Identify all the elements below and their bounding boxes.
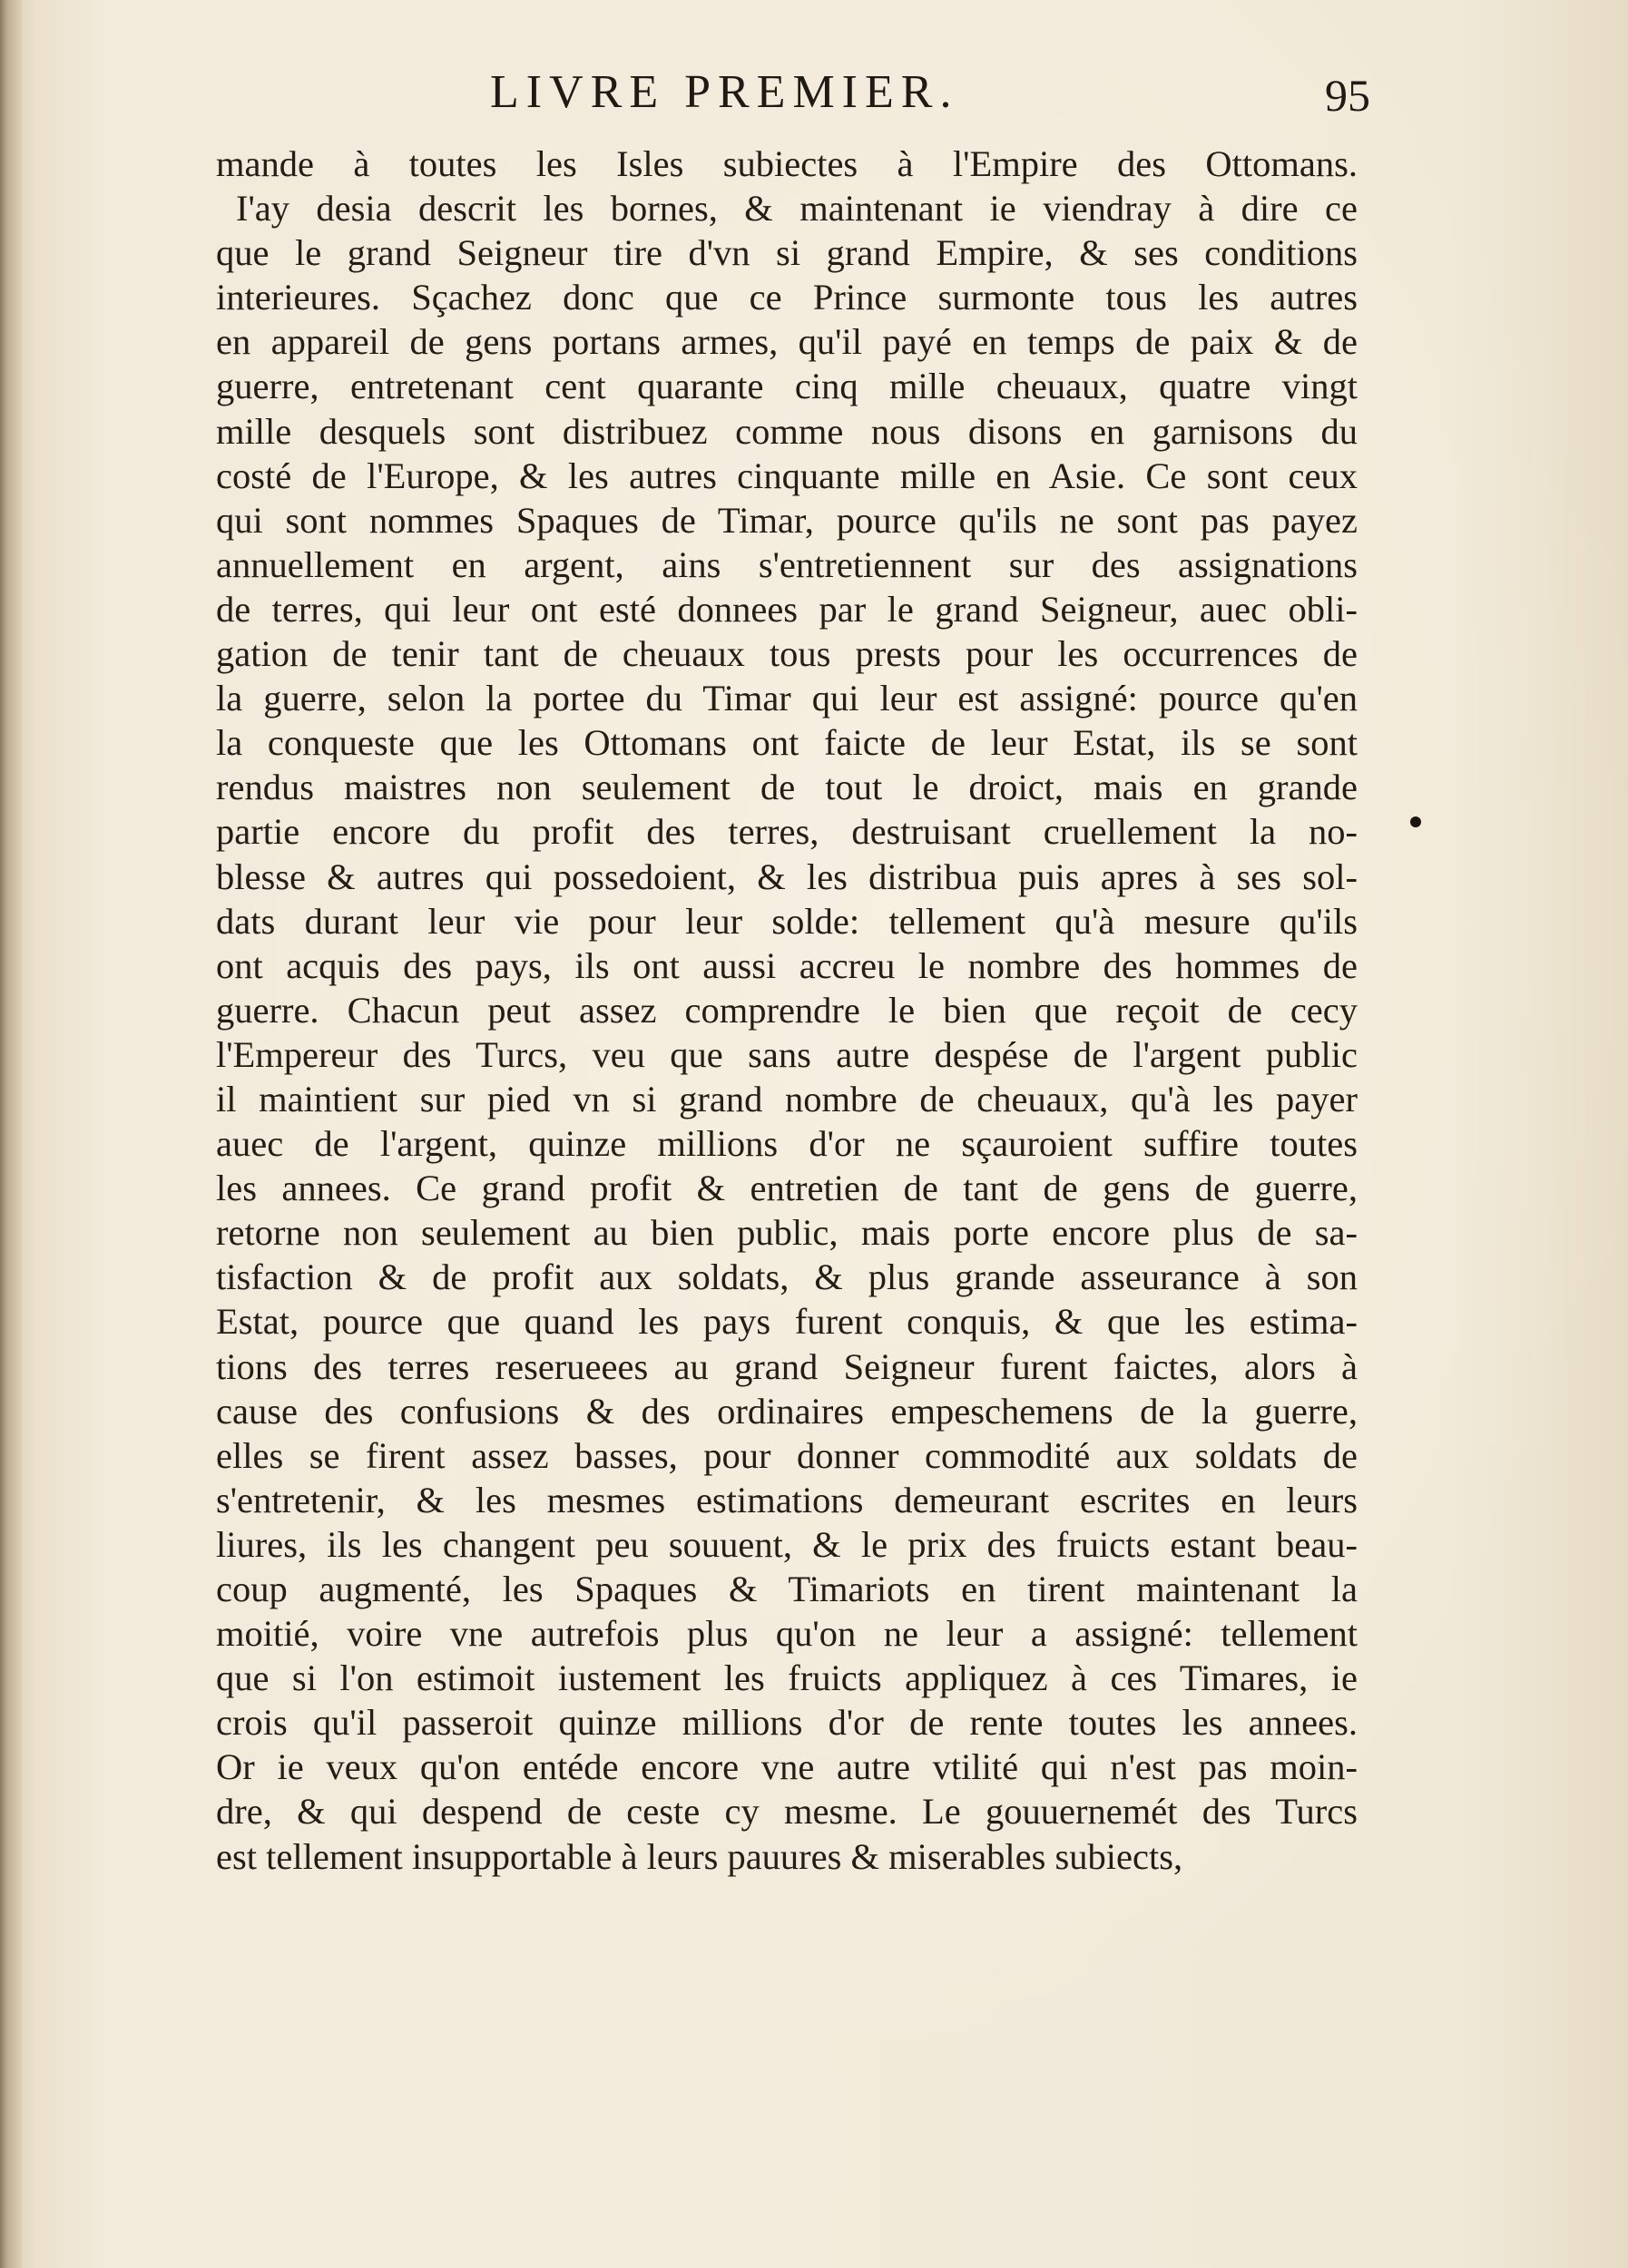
text-line: s'entretenir, & les mesmes estimations demeurant escrites en leurs — [216, 1479, 1358, 1520]
text-line: retorne non seulement au bien public, mais porte encore plus de sa- — [216, 1212, 1358, 1254]
page-header — [0, 65, 1628, 138]
text-line: Estat, pource que quand les pays furent conquis, & que les estima- — [216, 1301, 1358, 1343]
text-line: crois qu'il passeroit quinze millions d'or de rente toutes les annees. — [216, 1702, 1358, 1744]
text-line: l'Empereur des Turcs, veu que sans autre despése de l'argent public — [216, 1033, 1358, 1075]
text-line: qui sont nommes Spaques de Timar, pource qu'ils ne sont pas payez — [216, 499, 1358, 541]
text-line: guerre, entretenant cent quarante cinq mille cheuaux, quatre vingt — [216, 366, 1358, 407]
text-line: guerre. Chacun peut assez comprendre le bien que reçoit de cecy — [216, 989, 1358, 1031]
text-line: que le grand Seigneur tire d'vn si grand Empire, & ses conditions — [216, 232, 1358, 274]
text-line: costé de l'Europe, & les autres cinquante mille en Asie. Ce sont ceux — [216, 455, 1358, 496]
text-line: gation de tenir tant de cheuaux tous prests pour les occurrences de — [216, 633, 1358, 675]
text-line: est tellement insupportable à leurs pauures & miserables subiects, — [216, 1835, 1183, 1877]
ink-spot-mark — [1410, 816, 1421, 827]
text-line: la conqueste que les Ottomans ont faicte de leur Estat, ils se sont — [216, 722, 1358, 764]
text-line: de terres, qui leur ont esté donnees par le grand Seigneur, auec obli- — [216, 588, 1358, 630]
text-line: les annees. Ce grand profit & entretien de tant de gens de guerre, — [216, 1168, 1358, 1209]
text-line: Or ie veux qu'on entéde encore vne autre vtilité qui n'est pas moin- — [216, 1746, 1358, 1788]
text-line: moitié, voire vne autrefois plus qu'on ne leur a assigné: tellement — [216, 1613, 1358, 1655]
text-line: il maintient sur pied vn si grand nombre de cheuaux, qu'à les payer — [216, 1078, 1358, 1119]
text-line: blesse & autres qui possedoient, & les distribua puis apres à ses sol- — [216, 855, 1358, 897]
text-line: tions des terres reserueees au grand Seigneur furent faictes, alors à — [216, 1345, 1358, 1387]
text-line: la guerre, selon la portee du Timar qui leur est assigné: pource qu'en — [216, 678, 1358, 719]
text-line: annuellement en argent, ains s'entretiennent sur des assignations — [216, 543, 1358, 585]
text-line: coup augmenté, les Spaques & Timariots en tirent maintenant la — [216, 1569, 1358, 1609]
text-line: dre, & qui despend de ceste cy mesme. Le gouuernemét des Turcs — [216, 1791, 1358, 1833]
page-number: 95 — [1325, 70, 1370, 121]
text-line: mande à toutes les Isles subiectes à l'Empire des Ottomans. — [216, 143, 1358, 184]
text-line: liures, ils les changent peu souuent, & le prix des fruicts estant beau- — [216, 1523, 1358, 1565]
text-line: elles se firent assez basses, pour donner commodité aux soldats de — [216, 1434, 1358, 1476]
text-line: ont acquis des pays, ils ont aussi accreu le nombre des hommes de — [216, 944, 1358, 986]
text-line: cause des confusions & des ordinaires empeschemens de la guerre, — [216, 1390, 1358, 1432]
text-line: mille desquels sont distribuez comme nous disons en garnisons du — [216, 410, 1358, 452]
body-text — [216, 142, 1358, 1879]
text-line: que si l'on estimoit iustement les fruicts appliquez à ces Timares, ie — [216, 1657, 1358, 1699]
running-title: LIVRE PREMIER. — [490, 66, 959, 118]
text-line: partie encore du profit des terres, destruisant cruellement la no- — [216, 811, 1358, 853]
text-line: I'ay desia descrit les bornes, & maintenant ie viendray à dire ce — [236, 188, 1358, 230]
text-line: dats durant leur vie pour leur solde: tellement qu'à mesure qu'ils — [216, 900, 1358, 942]
text-line: en appareil de gens portans armes, qu'il payé en temps de paix & de — [216, 321, 1358, 363]
text-line: rendus maistres non seulement de tout le droict, mais en grande — [216, 767, 1358, 808]
text-line: interieures. Sçachez donc que ce Prince surmonte tous les autres — [216, 277, 1358, 318]
text-line: tisfaction & de profit aux soldats, & plus grande asseurance à son — [216, 1256, 1358, 1298]
page-binding-shadow — [0, 0, 22, 2268]
text-line: auec de l'argent, quinze millions d'or ne sçauroient suffire toutes — [216, 1123, 1358, 1165]
